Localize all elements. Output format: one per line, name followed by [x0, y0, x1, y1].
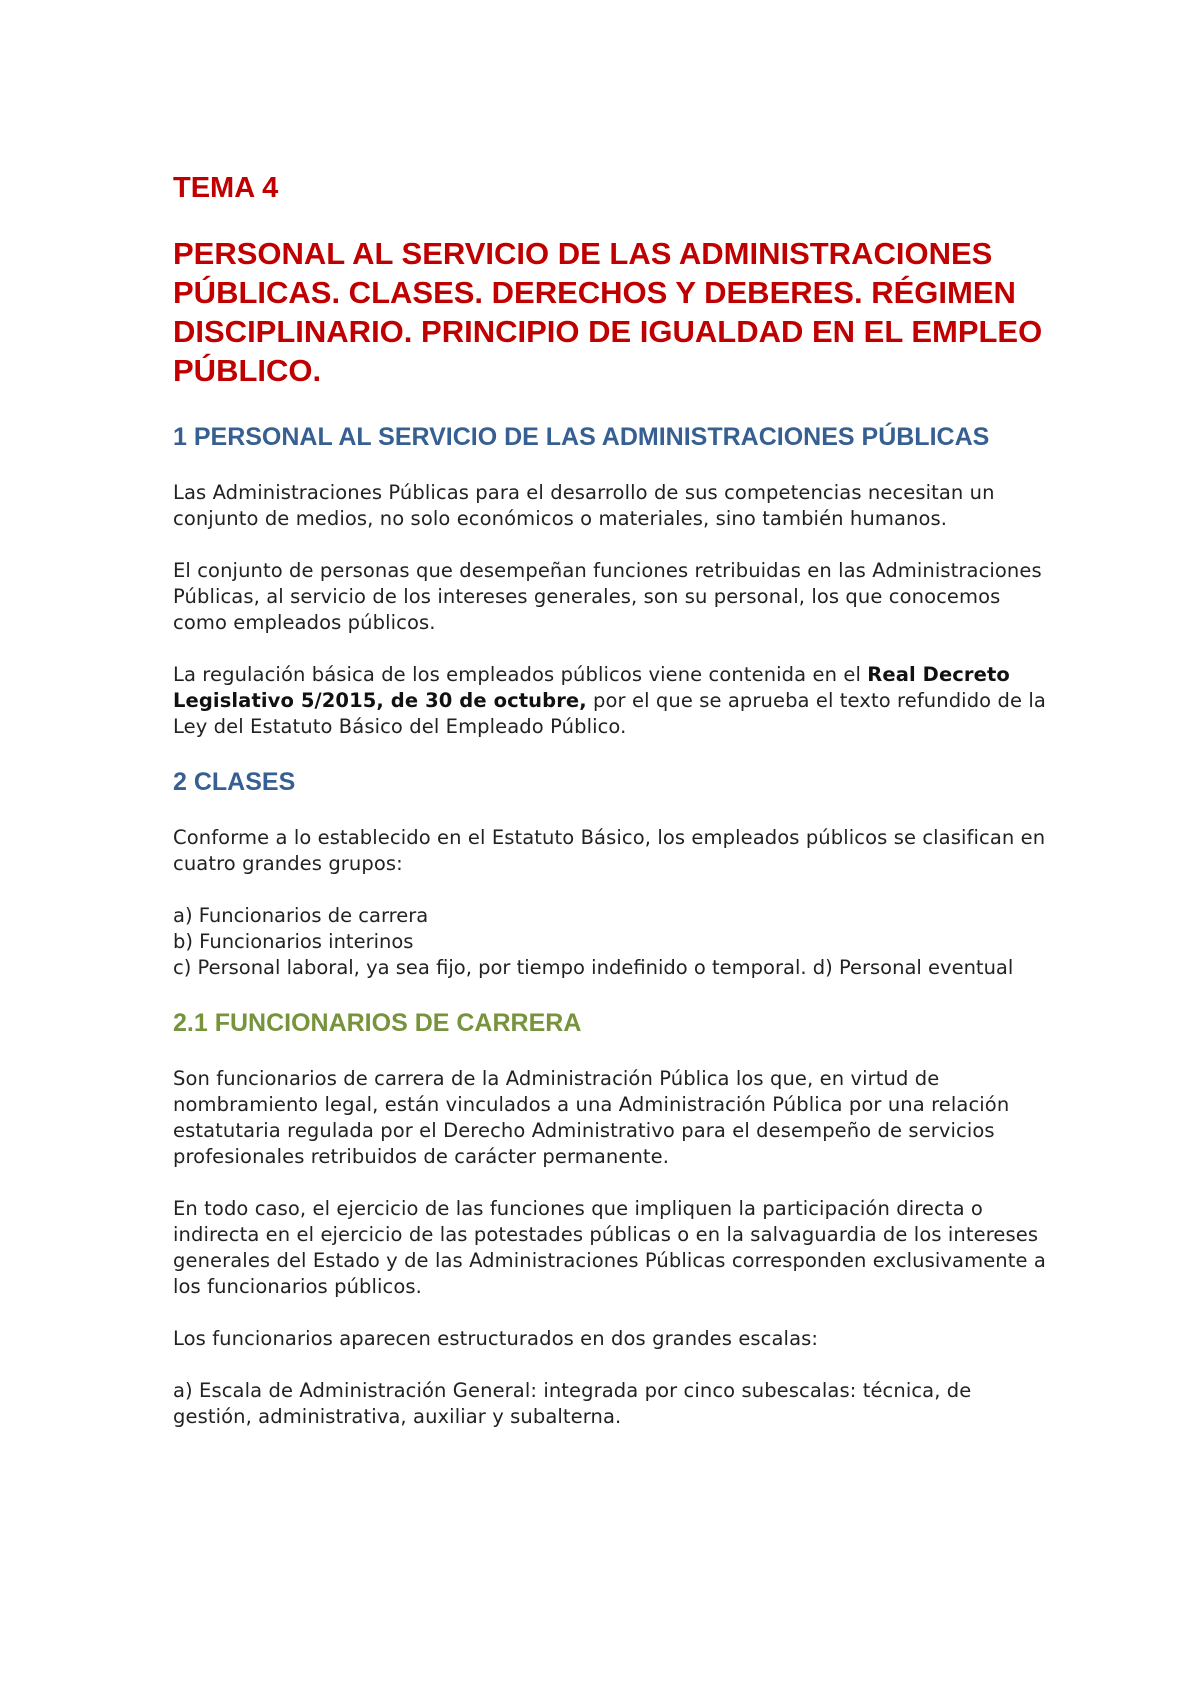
- list-item: b) Funcionarios interinos: [173, 930, 414, 953]
- paragraph: Los funcionarios aparecen estructurados en dos grandes escalas:: [173, 1327, 819, 1350]
- text-span: por el que se aprueba el texto refundido de la Ley del Estatuto Básico del Empleado Público.: [173, 689, 1046, 738]
- paragraph: El conjunto de personas que desempeñan funciones retribuidas en las Administraciones Públicas, al servicio de los intereses generales, son su personal, los que conocemos como empleados públicos.: [173, 559, 1042, 634]
- paragraph: a) Escala de Administración General: integrada por cinco subescalas: técnica, de gestión, administrativa, auxiliar y subalterna.: [173, 1379, 972, 1428]
- subsection-heading-2-1: 2.1 FUNCIONARIOS DE CARRERA: [173, 1009, 582, 1037]
- paragraph: Las Administraciones Públicas para el desarrollo de sus competencias necesitan un conjunto de medios, no solo económicos o materiales, sino también humanos.: [173, 481, 995, 530]
- paragraph: En todo caso, el ejercicio de las funciones que impliquen la participación directa o indirecta en el ejercicio de las potestades públicas o en la salvaguardia de los intereses generales del Estado y de las Administraciones Públicas corresponden exclusivamente a los funcionarios públicos.: [173, 1197, 1046, 1298]
- text-span: La regulación básica de los empleados públicos viene contenida en el: [173, 663, 868, 686]
- bold-law-reference: Real Decreto Legislativo 5/2015, de 30 de octubre,: [173, 663, 1010, 712]
- paragraph: Conforme a lo establecido en el Estatuto Básico, los empleados públicos se clasifican en cuatro grandes grupos:: [173, 826, 1046, 875]
- section-heading-1: 1 PERSONAL AL SERVICIO DE LAS ADMINISTRACIONES PÚBLICAS: [173, 423, 990, 451]
- section-heading-2: 2 CLASES: [173, 768, 296, 796]
- list-item: a) Funcionarios de carrera: [173, 904, 429, 927]
- document-body: [173, 170, 1053, 1456]
- document-title: PERSONAL AL SERVICIO DE LAS ADMINISTRACIONES PÚBLICAS. CLASES. DERECHOS Y DEBERES. RÉGIMEN DISCIPLINARIO. PRINCIPIO DE IGUALDAD EN EL EMPLEO PÚBLICO.: [173, 236, 1043, 388]
- classification-list: [173, 903, 1053, 981]
- list-item: c) Personal laboral, ya sea fijo, por tiempo indefinido o temporal. d) Personal eventual: [173, 956, 1014, 979]
- paragraph: Son funcionarios de carrera de la Administración Pública los que, en virtud de nombramiento legal, están vinculados a una Administración Pública por una relación estatutaria regulada por el Derecho Administrativo para el desempeño de servicios profesionales retribuidos de carácter permanente.: [173, 1067, 1010, 1168]
- paragraph-legal-reference: [173, 662, 1053, 740]
- topic-number: TEMA 4: [173, 172, 279, 204]
